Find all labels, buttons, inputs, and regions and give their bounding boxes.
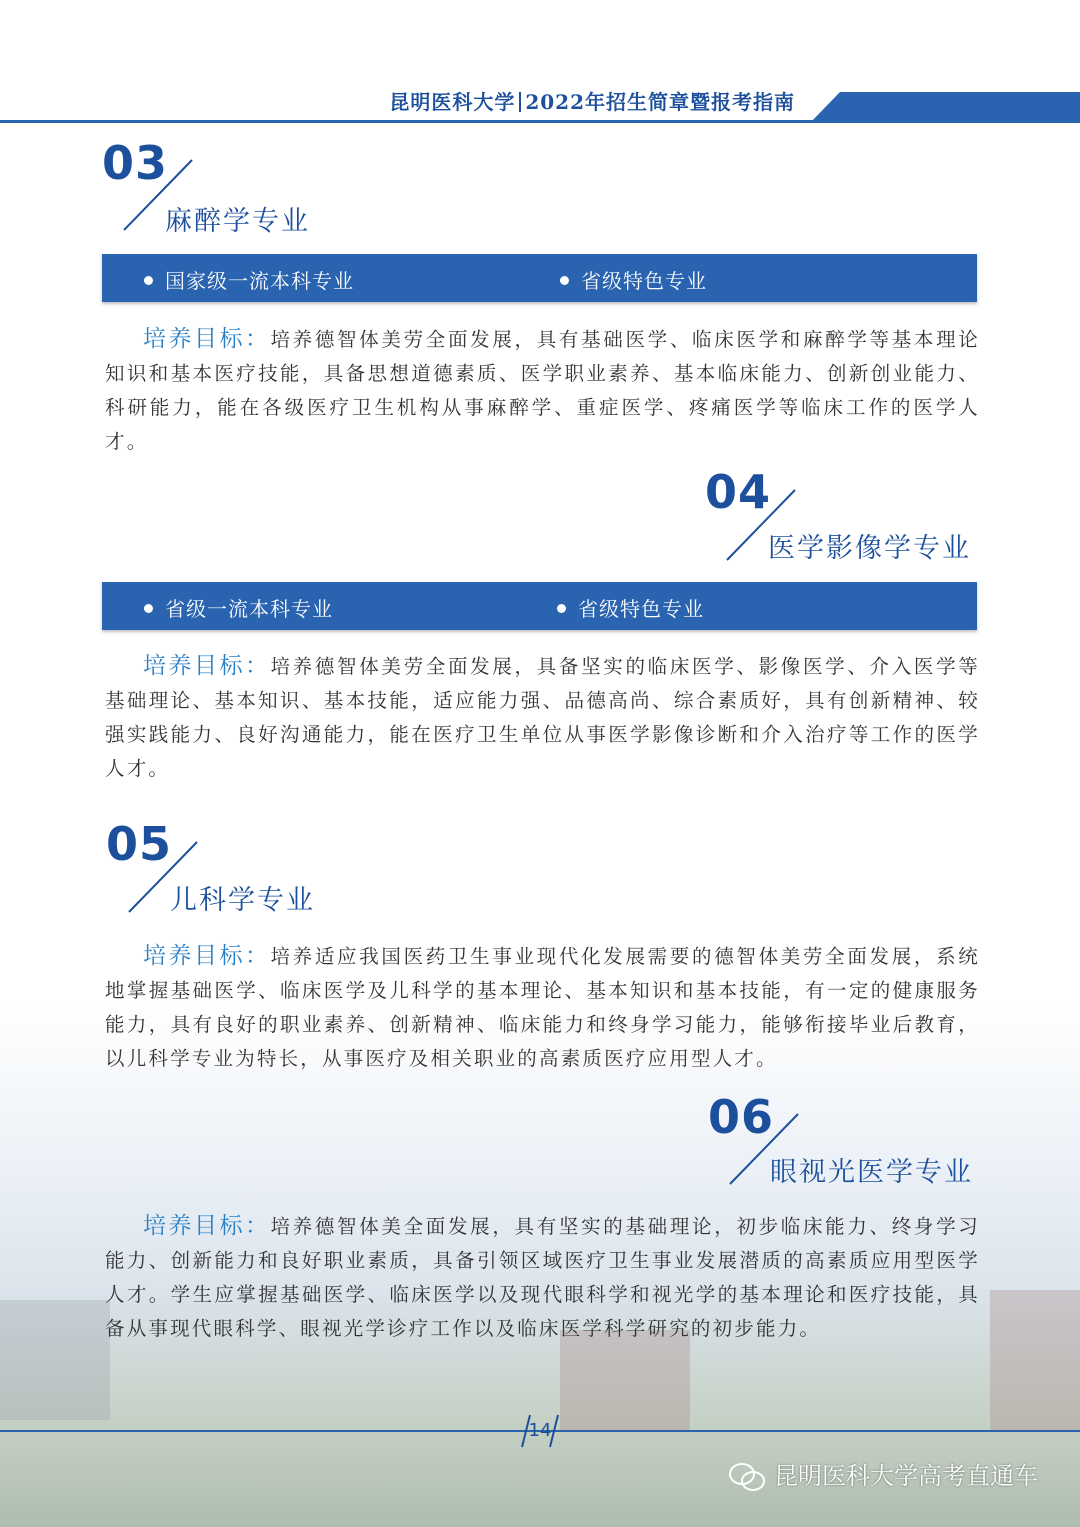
section-number: 03 xyxy=(102,136,169,190)
watermark-text: 昆明医科大学高考直通车 xyxy=(774,1462,1038,1490)
tag-item: 省级一流本科专业 xyxy=(144,593,333,622)
building-silhouette xyxy=(0,1300,110,1420)
training-goal-paragraph xyxy=(105,939,980,1076)
goal-text: 培养德智体美劳全面发展，具备坚实的临床医学、影像医学、介入医学等基础理论、基本知识、基本技能，适应能力强、品德高尚、综合素质好，具有创新精神、较强实践能力、良好沟通能力，能在医疗卫生单位从事医学影像诊断和介入治疗等工作的医学人才。 xyxy=(105,655,981,780)
page-header xyxy=(0,80,1080,125)
page-number: 14 xyxy=(528,1420,552,1441)
header-tab xyxy=(810,92,1080,123)
training-goal-paragraph xyxy=(105,649,980,786)
goal-label: 培养目标： xyxy=(143,326,271,352)
tag-band xyxy=(102,254,977,302)
page-number-box xyxy=(508,1413,572,1449)
section-number: 04 xyxy=(705,465,772,519)
university-name: 昆明医科大学 xyxy=(389,90,516,114)
goal-label: 培养目标： xyxy=(143,653,271,679)
section-number: 05 xyxy=(106,817,173,871)
bullet-icon xyxy=(144,276,153,285)
header-separator xyxy=(519,92,521,112)
bullet-icon xyxy=(557,604,566,613)
goal-text: 培养德智体美劳全面发展，具有基础医学、临床医学和麻醉学等基本理论知识和基本医疗技能，具备思想道德素质、医学职业素养、基本临床能力、创新创业能力、科研能力，能在各级医疗卫生机构从事麻醉学、重症医学、疼痛医学等临床工作的医学人才。 xyxy=(105,328,981,453)
header-title xyxy=(389,86,795,115)
watermark xyxy=(728,1456,1038,1492)
goal-label: 培养目标： xyxy=(143,1213,271,1239)
bullet-icon xyxy=(144,604,153,613)
tag-item: 省级特色专业 xyxy=(560,265,707,294)
training-goal-paragraph xyxy=(105,1209,980,1346)
tag-band xyxy=(102,582,977,630)
section-number: 06 xyxy=(708,1090,775,1144)
section-title: 眼视光医学专业 xyxy=(770,1157,973,1188)
training-goal-paragraph xyxy=(105,322,980,459)
building-silhouette xyxy=(990,1290,1080,1430)
goal-label: 培养目标： xyxy=(143,943,271,969)
section-title: 儿科学专业 xyxy=(170,885,315,916)
wechat-icon xyxy=(728,1462,766,1492)
tag-item: 省级特色专业 xyxy=(557,593,704,622)
section-title: 麻醉学专业 xyxy=(165,206,310,237)
goal-text: 培养适应我国医药卫生事业现代化发展需要的德智体美劳全面发展，系统地掌握基础医学、临床医学及儿科学的基本理论、基本知识和基本技能，有一定的健康服务能力，具有良好的职业素养、创新精神、临床能力和终身学习能力，能够衔接毕业后教育，以儿科学专业为特长，从事医疗及相关职业的高素质医疗应用型人才。 xyxy=(105,945,981,1070)
guide-title: 2022年招生简章暨报考指南 xyxy=(525,90,795,114)
goal-text: 培养德智体美全面发展，具有坚实的基础理论，初步临床能力、终身学习能力、创新能力和良好职业素质，具备引领区域医疗卫生事业发展潜质的高素质应用型医学人才。学生应掌握基础医学、临床医学以及现代眼科学和视光学的基本理论和医疗技能，具备从事现代眼科学、眼视光学诊疗工作以及临床医学科学研究的初步能力。 xyxy=(105,1215,981,1340)
header-rule xyxy=(0,120,1080,123)
section-title: 医学影像学专业 xyxy=(768,533,971,564)
bullet-icon xyxy=(560,276,569,285)
tag-item: 国家级一流本科专业 xyxy=(144,265,354,294)
